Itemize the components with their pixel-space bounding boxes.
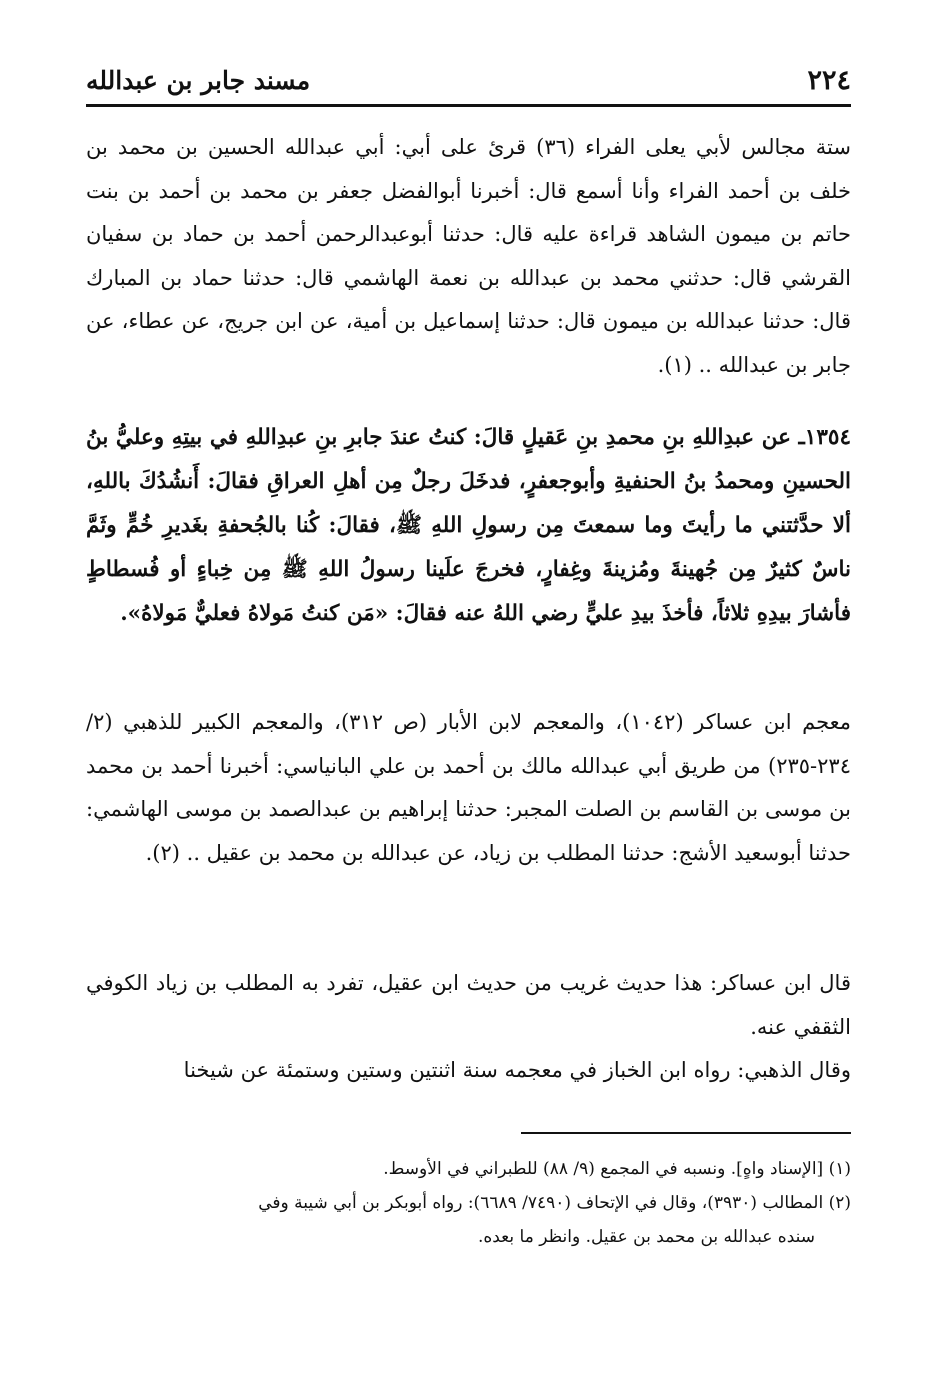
source-paragraph-2 (86, 701, 851, 875)
footnote-2: (٢) المطالب (٣٩٣٠)، وقال في الإتحاف (٧٤٩٠/ ٦٦٨٩): رواه أبوبكر بن أبي شيبة وفي (258, 1193, 851, 1213)
footnotes (86, 1152, 851, 1254)
hadith-text: ١٣٥٤ـ عن عبدِاللهِ بنِ محمدِ بنِ عَقيلٍ قالَ: كنتُ عندَ جابرِ بنِ عبدِاللهِ في بيتِهِ وعليُّ بنُ الحسينِ ومحمدُ بنُ الحنفيةِ وأبوجعفرٍ، فدخَلَ رجلٌ مِن أهلِ العراقِ فقالَ: أَنشُدُكَ باللهِ، ألا حدَّثتني ما رأيتَ وما سمعتَ مِن رسولِ اللهِ ﷺ، فقالَ: كُنا بالجُحفةِ بغَديرِ خُمٍّ وثَمَّ ناسٌ كثيرٌ مِن جُهينةَ ومُزينةَ وغِفارٍ، فخرجَ علَينا رسولُ اللهِ ﷺ مِن خِباءٍ أو فُسطاطٍ فأشارَ بيدِهِ ثلاثاً، فأخذَ بيدِ عليٍّ رضي اللهُ عنه فقالَ: «مَن كنتُ مَولاهُ فعليٌّ مَولاهُ». (86, 425, 851, 626)
commentary-text: قال ابن عساكر: هذا حديث غريب من حديث ابن عقيل، تفرد به المطلب بن زياد الكوفي الثقفي عنه. (86, 971, 851, 1039)
running-header (86, 64, 851, 104)
header-rule (86, 104, 851, 107)
source-citation-text: معجم ابن عساكر (١٠٤٢)، والمعجم لابن الأبار (ص ٣١٢)، والمعجم الكبير للذهبي (٢/ ٢٣٤-٢٣٥) من طريق أبي عبدالله مالك بن أحمد بن علي البانياسي: أخبرنا أحمد بن محمد بن موسى بن القاسم بن الصلت المجبر: حدثنا إبراهيم بن عبدالصمد بن موسى الهاشمي: حدثنا أبوسعيد الأشج: حدثنا المطلب بن زياد، عن عبدالله بن محمد بن عقيل .. (٢). (86, 710, 852, 865)
hadith-paragraph (86, 416, 851, 636)
footnote-2-continuation: سنده عبدالله بن محمد بن عقيل. وانظر ما بعده. (477, 1227, 815, 1247)
commentary-paragraph-1 (86, 962, 851, 1049)
commentary-text: وقال الذهبي: رواه ابن الخباز في معجمه سنة اثنتين وستين وستمئة عن شيخنا (183, 1058, 851, 1082)
source-citation-text: ستة مجالس لأبي يعلى الفراء (٣٦) قرئ على أبي: أبي عبدالله الحسين بن محمد بن خلف بن أحمد الفراء وأنا أسمع قال: أخبرنا أبوالفضل جعفر بن محمد بن أحمد بن بنت حاتم بن ميمون الشاهد قراءة عليه قال: حدثنا أبوعبدالرحمن أحمد بن حماد بن سفيان القرشي قال: حدثني محمد بن عبدالله بن نعمة الهاشمي قال: حدثنا حماد بن المبارك قال: حدثنا عبدالله بن ميمون قال: حدثنا إسماعيل بن أمية، عن ابن جريج، عن عطاء، عن جابر بن عبدالله .. (١). (86, 135, 851, 377)
footnote-1: (١) [الإسناد واهٍ]. ونسبه في المجمع (٩/ ٨٨) للطبراني في الأوسط. (383, 1159, 851, 1179)
footnote-separator (521, 1132, 851, 1134)
source-paragraph-1 (86, 126, 851, 387)
running-title: مسند جابر بن عبدالله (86, 66, 311, 95)
commentary-paragraph-2 (86, 1049, 851, 1093)
page-number: ٢٢٤ (807, 65, 851, 96)
